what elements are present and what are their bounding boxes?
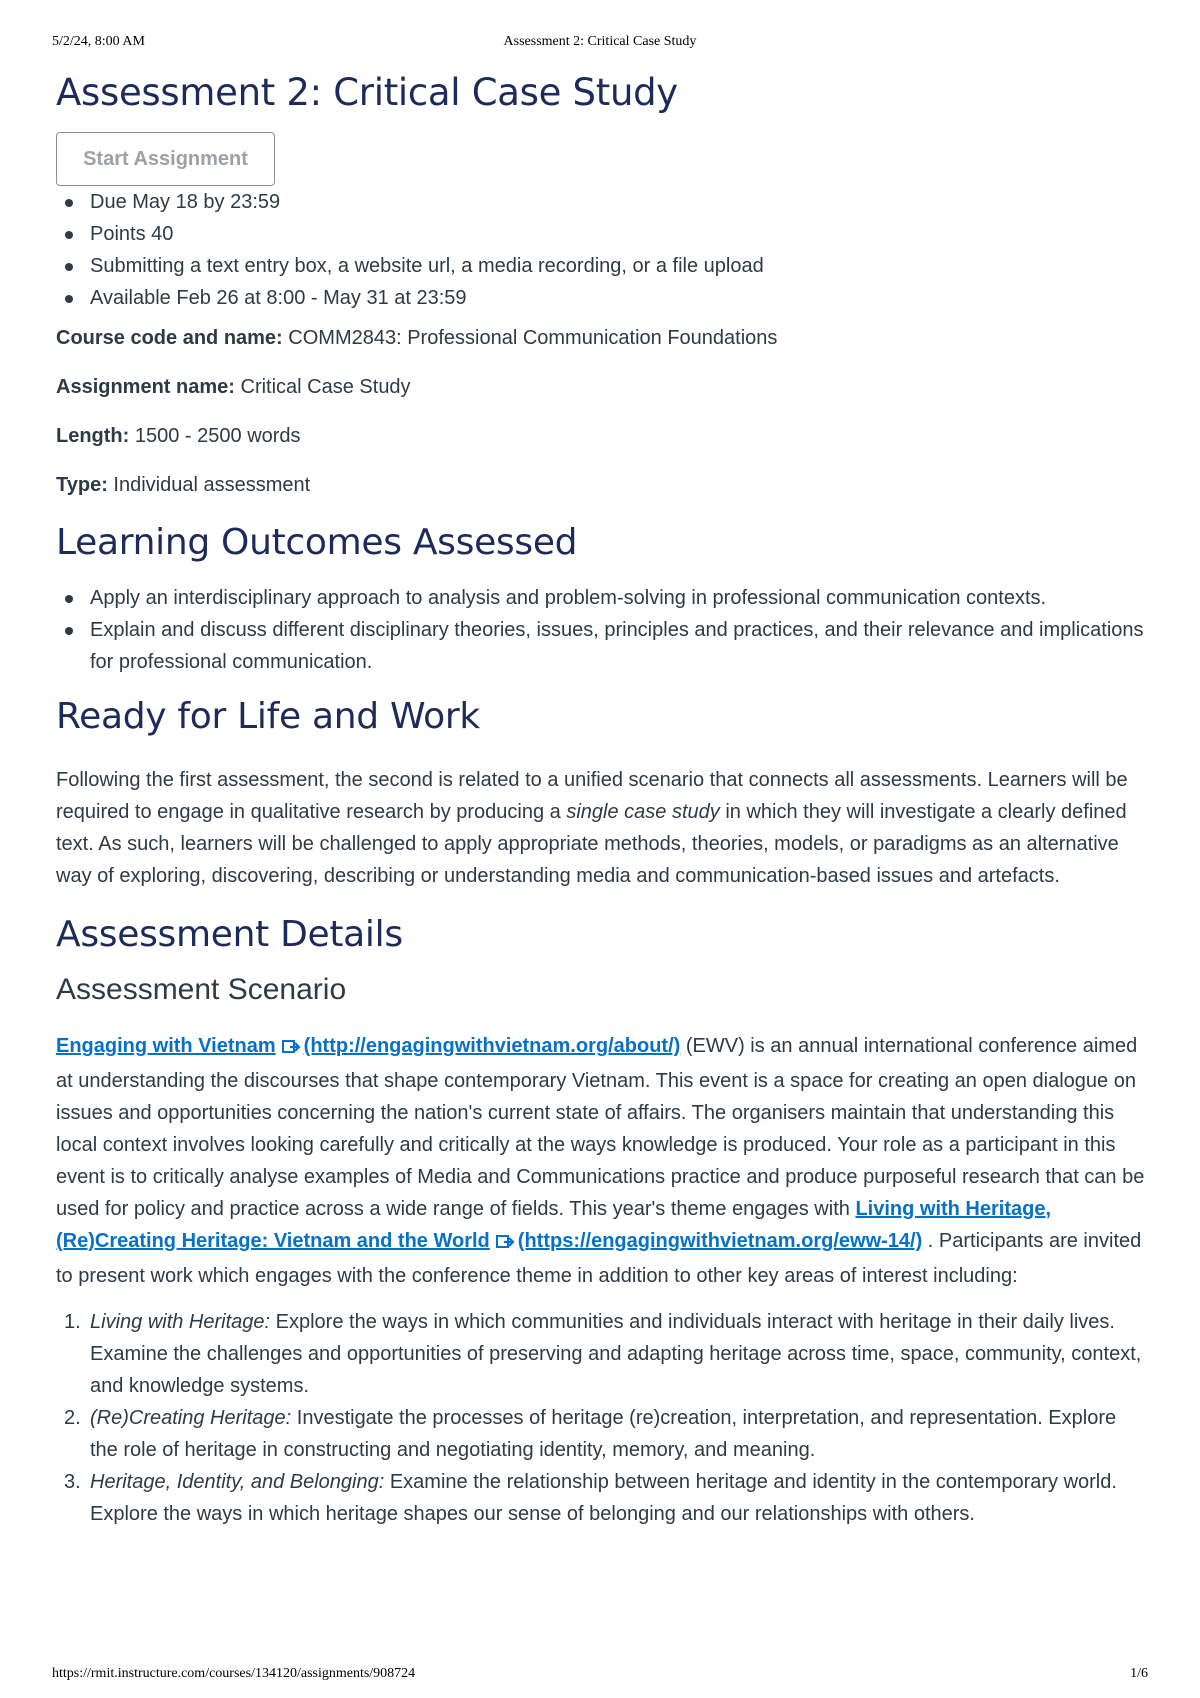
field-value: 1500 - 2500 words: [134, 425, 301, 447]
field-course: [56, 322, 1148, 354]
field-label: Assignment name:: [56, 376, 235, 398]
details-heading: Assessment Details: [56, 914, 403, 955]
area-text: Examine the relationship between heritage and identity in the contemporary world. Explore the ways in which heritage shapes our sense of belonging and our relationships with others.: [90, 1471, 1117, 1525]
start-assignment-wrapper: [56, 120, 1148, 186]
field-length: [56, 420, 1148, 452]
external-link-icon[interactable]: [282, 1033, 302, 1065]
engaging-with-vietnam-link[interactable]: Engaging with Vietnam: [56, 1035, 276, 1057]
submission-types: Submitting a text entry box, a website url, a media recording, or a file upload: [56, 250, 1148, 282]
field-value: COMM2843: Professional Communication Foundations: [288, 327, 778, 349]
living-with-heritage-link[interactable]: Living with Heritage, (Re)Creating Heritage: Vietnam and the World: [56, 1198, 1052, 1252]
field-value: Individual assessment: [113, 474, 311, 496]
field-label: Course code and name:: [56, 327, 283, 349]
due-date: Due May 18 by 23:59: [56, 186, 1148, 218]
living-with-heritage-url[interactable]: (https://engagingwithvietnam.org/eww-14/): [517, 1230, 923, 1252]
scenario-paragraph: [56, 1030, 1148, 1292]
list-number: 3.: [64, 1471, 81, 1493]
availability: Available Feb 26 at 8:00 - May 31 at 23:59: [56, 282, 1148, 314]
page-title: Assessment 2: Critical Case Study: [56, 71, 678, 114]
start-assignment-button[interactable]: Start Assignment: [56, 132, 275, 186]
paragraph-text: (EWV) is an annual international conference aimed at understanding the discourses that shape contemporary Vietnam. This event is a space for creating an open dialogue on issues and opportunities concerning the nation's current state of affairs. The organisers maintain that understanding this local context involves looking carefully and critically at the ways knowledge is produced. Your role as a participant in this event is to critically analyse examples of Media and Communications practice and produce purposeful research that can be used for policy and practice across a wide range of fields. This year's theme engages with: [56, 1035, 1145, 1220]
emphasis-text: single case study: [566, 801, 720, 823]
list-number: 2.: [64, 1407, 81, 1429]
field-type: [56, 469, 1148, 501]
area-title: Living with Heritage:: [90, 1311, 271, 1333]
list-number: 1.: [64, 1311, 81, 1333]
print-url: https://rmit.instructure.com/courses/134120/assignments/908724: [52, 1666, 416, 1681]
print-date: 5/2/24, 8:00 AM: [52, 34, 145, 49]
list-item: [56, 1402, 1148, 1466]
engaging-with-vietnam-url[interactable]: (http://engagingwithvietnam.org/about/): [303, 1035, 681, 1057]
list-item: [56, 1466, 1148, 1530]
learning-outcomes-heading: Learning Outcomes Assessed: [56, 522, 578, 563]
points: Points 40: [56, 218, 1148, 250]
areas-of-interest-list: [56, 1306, 1148, 1530]
learning-outcomes-list: [56, 582, 1148, 678]
paragraph-text: in which they will investigate a clearly defined text. As such, learners will be challenged to apply appropriate methods, theories, models, or paradigms as an alternative way of exploring, discovering, describing or understanding media and communication-based issues and artefacts.: [56, 801, 1127, 887]
ready-paragraph: [56, 764, 1148, 892]
list-item: Explain and discuss different disciplinary theories, issues, principles and practices, and their relevance and implications for professional communication.: [56, 614, 1148, 678]
list-item: Apply an interdisciplinary approach to analysis and problem-solving in professional communication contexts.: [56, 582, 1148, 614]
area-text: Investigate the processes of heritage (re)creation, interpretation, and representation. Explore the role of heritage in constructing and negotiating identity, memory, and meaning.: [90, 1407, 1117, 1461]
assignment-meta-list: [56, 186, 1148, 314]
area-title: (Re)Creating Heritage:: [90, 1407, 292, 1429]
field-label: Length:: [56, 425, 130, 447]
field-label: Type:: [56, 474, 108, 496]
ready-heading: Ready for Life and Work: [56, 696, 480, 737]
page-number: 1/6: [1130, 1666, 1148, 1681]
area-text: Explore the ways in which communities and individuals interact with heritage in their daily lives. Examine the challenges and opportunities of preserving and adapting heritage across time, space, community, context, and knowledge systems.: [90, 1311, 1142, 1397]
paragraph-text: Following the first assessment, the second is related to a unified scenario that connects all assessments. Learners will be required to engage in qualitative research by producing a: [56, 769, 1128, 823]
scenario-heading: Assessment Scenario: [56, 973, 347, 1006]
print-header: [0, 26, 1200, 50]
print-title: Assessment 2: Critical Case Study: [503, 34, 697, 49]
area-title: Heritage, Identity, and Belonging:: [90, 1471, 385, 1493]
list-item: [56, 1306, 1148, 1402]
field-value: Critical Case Study: [240, 376, 411, 398]
paragraph-text: . Participants are invited to present work which engages with the conference theme in addition to other key areas of interest including:: [56, 1230, 1142, 1287]
field-assignment-name: [56, 371, 1148, 403]
external-link-icon[interactable]: [496, 1228, 516, 1260]
assignment-content: [56, 64, 1148, 1530]
